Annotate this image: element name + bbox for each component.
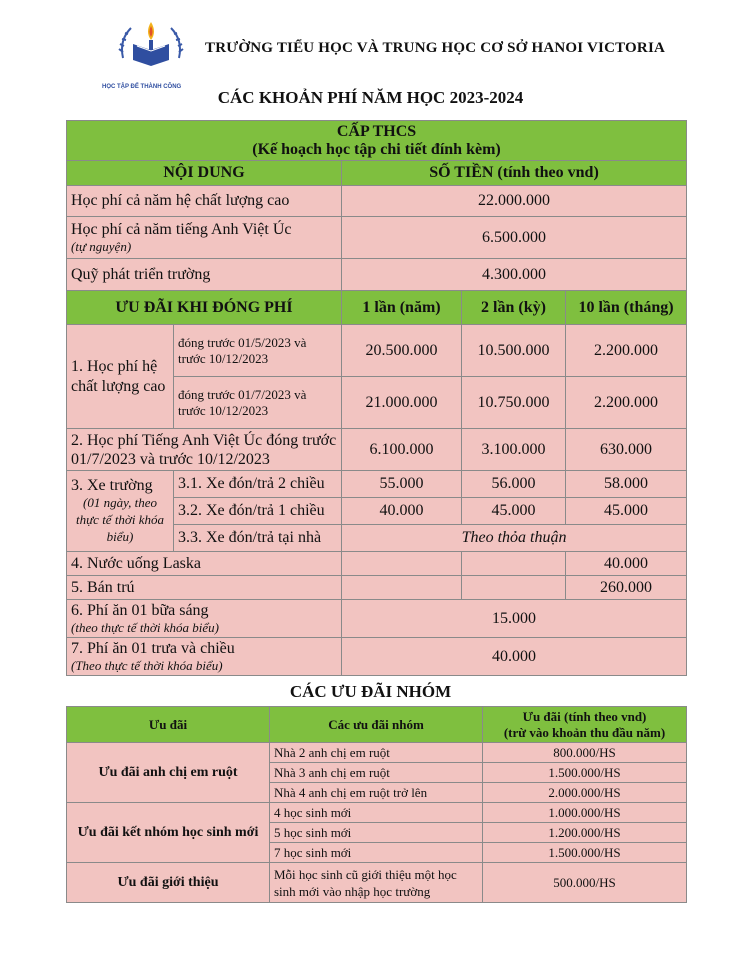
group-desc: 7 học sinh mới	[270, 843, 483, 863]
logo-tagline: HỌC TẬP ĐỂ THÀNH CÔNG	[102, 84, 182, 90]
fee-value: 40.000	[342, 498, 462, 525]
fee-value: 55.000	[342, 471, 462, 498]
fee-value: 2.200.000	[566, 325, 687, 377]
group-desc: Mỗi học sinh cũ giới thiệu một học sinh mới vào nhập học trường	[270, 863, 483, 903]
fee-label: 4. Nước uống Laska	[67, 552, 342, 576]
fee-value: 10.750.000	[462, 377, 566, 429]
empty-cell	[342, 552, 462, 576]
group-desc: Nhà 4 anh chị em ruột trở lên	[270, 783, 483, 803]
fee-value: 21.000.000	[342, 377, 462, 429]
empty-cell	[462, 576, 566, 600]
pay-once-header: 1 lần (năm)	[342, 291, 462, 325]
fee-label: 2. Học phí Tiếng Anh Việt Úc đóng trước 01/7/2023 và trước 10/12/2023	[67, 429, 342, 471]
school-name: TRƯỜNG TIỂU HỌC VÀ TRUNG HỌC CƠ SỞ HANOI VICTORIA	[205, 40, 666, 56]
fee-value: 58.000	[566, 471, 687, 498]
fee-value: 4.300.000	[342, 259, 687, 291]
fee-value: 10.500.000	[462, 325, 566, 377]
fee-label: 5. Bán trú	[67, 576, 342, 600]
fee-value: 56.000	[462, 471, 566, 498]
fee-value: 40.000	[566, 552, 687, 576]
fee-value: 6.100.000	[342, 429, 462, 471]
table-row	[67, 259, 687, 291]
tuition-clc-label: 1. Học phí hệ chất lượng cao	[67, 325, 174, 429]
col-value-header: Ưu đãi (tính theo vnd)	[522, 708, 647, 724]
table-row	[67, 600, 687, 638]
fee-value: 40.000	[342, 638, 687, 676]
table-row	[67, 552, 687, 576]
table-row	[67, 471, 687, 498]
fee-sublabel: (Theo thực tế thời khóa biểu)	[71, 657, 223, 673]
fee-value: 45.000	[462, 498, 566, 525]
empty-cell	[462, 552, 566, 576]
column-header-row	[67, 161, 687, 186]
table-row	[67, 325, 687, 377]
fee-label: 7. Phí ăn 01 trưa và chiều	[71, 639, 235, 657]
group-value: 1.500.000/HS	[483, 763, 687, 783]
fee-table	[66, 120, 687, 676]
group-value: 1.200.000/HS	[483, 823, 687, 843]
fee-value: 20.500.000	[342, 325, 462, 377]
bus-note: (01 ngày, theo thực tế thời khóa biểu)	[75, 495, 165, 544]
group-desc: 4 học sinh mới	[270, 803, 483, 823]
col-value-subheader: (trừ vào khoản thu đầu năm)	[503, 724, 666, 740]
table-row	[67, 638, 687, 676]
col-discount-header: Ưu đãi	[67, 707, 270, 743]
fee-value: 15.000	[342, 600, 687, 638]
pay-ten-header: 10 lần (tháng)	[566, 291, 687, 325]
group-value: 2.000.000/HS	[483, 783, 687, 803]
group-discounts-title: CÁC ƯU ĐÃI NHÓM	[289, 682, 452, 701]
level-note: (Kế hoạch học tập chi tiết đính kèm)	[252, 140, 501, 158]
fee-value: Theo thỏa thuận	[342, 525, 687, 552]
group-value: 1.500.000/HS	[483, 843, 687, 863]
group-desc: 5 học sinh mới	[270, 823, 483, 843]
table-row	[67, 186, 687, 217]
col-content-header: NỘI DUNG	[67, 161, 342, 186]
fee-value: 6.500.000	[342, 217, 687, 259]
fee-label: Học phí cả năm tiếng Anh Việt Úc	[71, 220, 292, 238]
siblings-label: Ưu đãi anh chị em ruột	[67, 743, 270, 803]
level-header-row	[67, 121, 687, 161]
fee-value: 3.100.000	[462, 429, 566, 471]
discount-header-row	[67, 291, 687, 325]
referral-label: Ưu đãi giới thiệu	[67, 863, 270, 903]
table-row	[67, 217, 687, 259]
empty-cell	[342, 576, 462, 600]
bus-label: 3. Xe trường	[71, 477, 153, 494]
table-row	[67, 863, 687, 903]
group-value: 500.000/HS	[483, 863, 687, 903]
document-title: CÁC KHOẢN PHÍ NĂM HỌC 2023-2024	[217, 88, 524, 107]
header	[0, 0, 741, 90]
discount-header-label: ƯU ĐÃI KHI ĐÓNG PHÍ	[67, 291, 342, 325]
payment-condition: đóng trước 01/7/2023 và trước 10/12/2023	[174, 377, 342, 429]
fee-value: 630.000	[566, 429, 687, 471]
fee-value: 22.000.000	[342, 186, 687, 217]
fee-sublabel: (tự nguyện)	[71, 238, 132, 254]
school-logo	[115, 18, 187, 82]
fee-value: 45.000	[566, 498, 687, 525]
table-row	[67, 429, 687, 471]
new-students-label: Ưu đãi kết nhóm học sinh mới	[67, 803, 270, 863]
group-discount-table	[66, 706, 687, 903]
fee-value: 2.200.000	[566, 377, 687, 429]
table-row	[67, 743, 687, 763]
table-row	[67, 576, 687, 600]
table-row	[67, 803, 687, 823]
payment-condition: đóng trước 01/5/2023 và trước 10/12/2023	[174, 325, 342, 377]
fee-label: Quỹ phát triển trường	[67, 259, 342, 291]
fee-label: Học phí cả năm hệ chất lượng cao	[67, 186, 342, 217]
group-header-row	[67, 707, 687, 743]
level-title: CẤP THCS	[336, 122, 417, 140]
fee-value: 260.000	[566, 576, 687, 600]
fee-sublabel: (theo thực tế thời khóa biểu)	[71, 619, 219, 635]
group-value: 1.000.000/HS	[483, 803, 687, 823]
bus-option-label: 3.3. Xe đón/trả tại nhà	[174, 525, 342, 552]
fee-label: 6. Phí ăn 01 bữa sáng	[71, 601, 209, 619]
group-value: 800.000/HS	[483, 743, 687, 763]
group-desc: Nhà 3 anh chị em ruột	[270, 763, 483, 783]
pay-twice-header: 2 lần (kỳ)	[462, 291, 566, 325]
col-amount-header: SỐ TIỀN (tính theo vnd)	[342, 161, 687, 186]
group-desc: Nhà 2 anh chị em ruột	[270, 743, 483, 763]
bus-option-label: 3.2. Xe đón/trả 1 chiều	[174, 498, 342, 525]
bus-option-label: 3.1. Xe đón/trả 2 chiều	[174, 471, 342, 498]
col-group-header: Các ưu đãi nhóm	[270, 707, 483, 743]
